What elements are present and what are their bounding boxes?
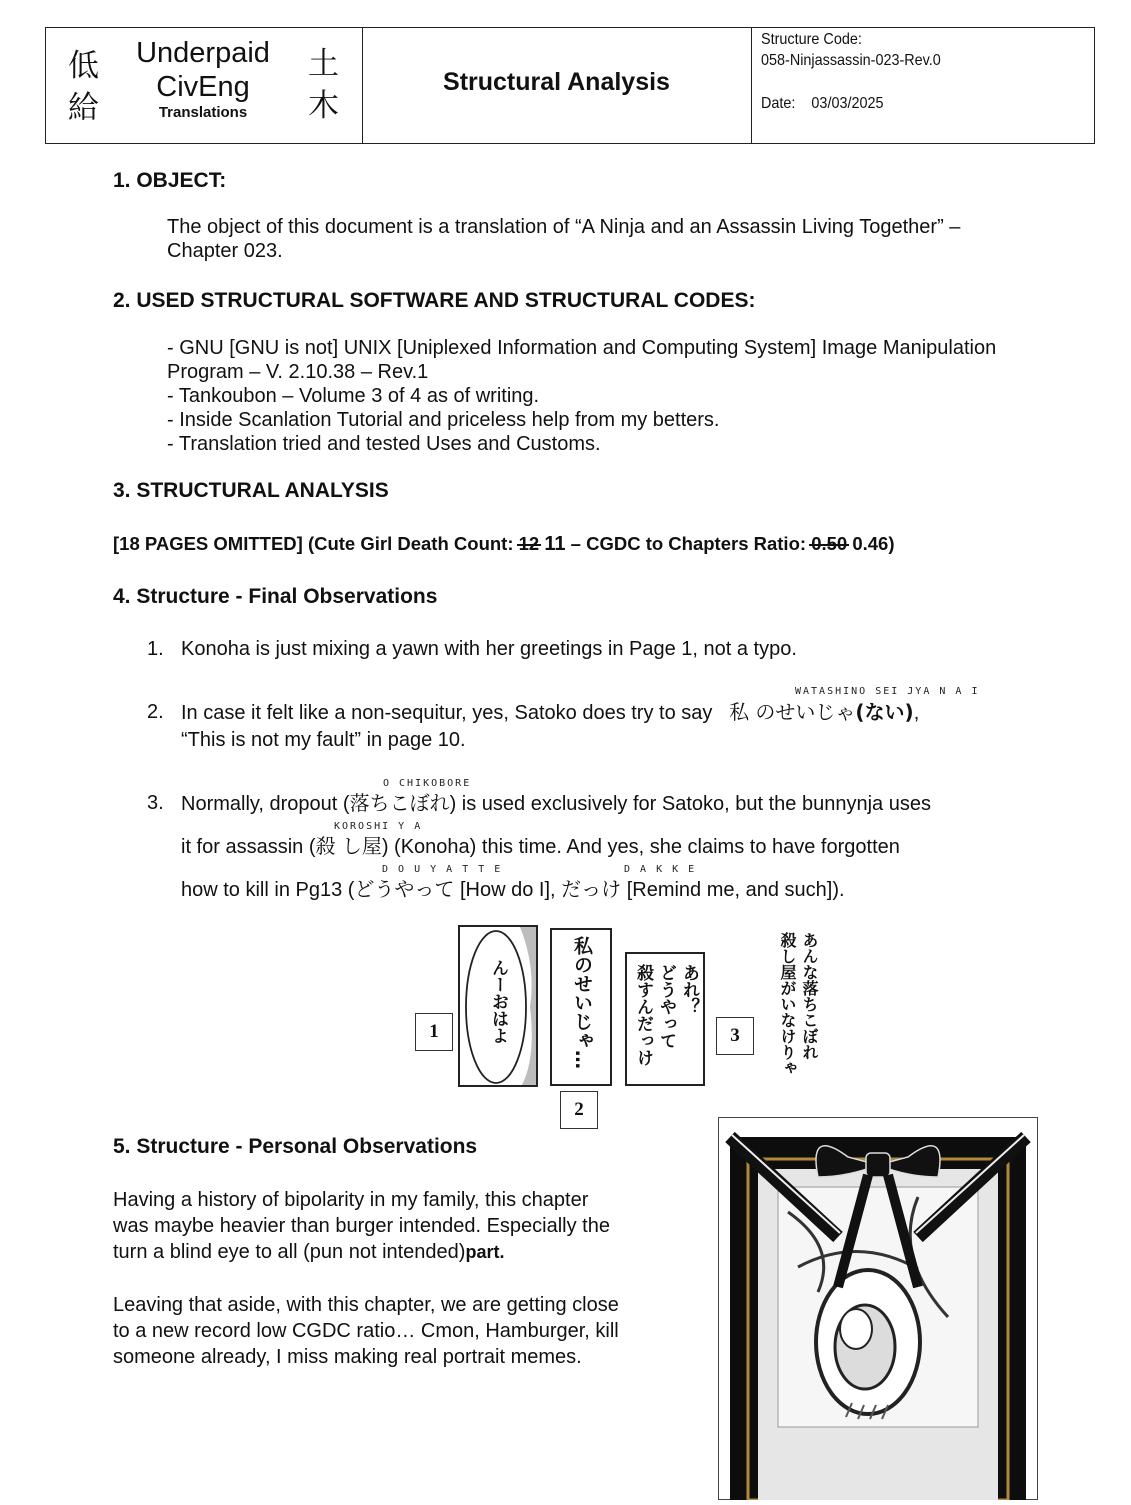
logo-cell xyxy=(46,28,363,143)
logo-subtitle: Translations xyxy=(158,104,248,121)
furigana-douyatte: D O U Y A T T E xyxy=(382,864,503,875)
omitted-pages-note xyxy=(113,533,895,556)
panel-1-text: んーおはよ xyxy=(488,959,508,1044)
section-2-heading: 2. USED STRUCTURAL SOFTWARE AND STRUCTURAL CODES: xyxy=(113,289,756,312)
meta-cell xyxy=(751,28,1095,143)
observation-number: 3. xyxy=(147,792,164,814)
panel-4-col-1: あんな落ちこぼれ xyxy=(800,932,819,1060)
portrait-frame-graphic xyxy=(718,1117,1038,1500)
title-cell xyxy=(362,28,752,143)
comma: , xyxy=(913,702,920,724)
furigana-dakke: D A K K E xyxy=(624,864,697,875)
logo-kanji-right-top: 土 xyxy=(308,46,339,82)
document-title: Structural Analysis xyxy=(443,68,670,96)
section-4-heading: 4. Structure - Final Observations xyxy=(113,585,438,608)
observation-3-line-2 xyxy=(181,834,900,859)
logo-kanji-left-bottom: 給 xyxy=(68,90,99,126)
observation-3-text: [How do I], xyxy=(454,879,562,901)
manga-panel-3 xyxy=(625,952,705,1086)
personal-paragraph-2-line: someone already, I miss making real portrait memes. xyxy=(113,1346,582,1368)
personal-paragraph-2-line: to a new record low CGDC ratio… Cmon, Hamburger, kill xyxy=(113,1320,619,1342)
panel-label-3: 3 xyxy=(716,1017,754,1055)
observation-3-line-3 xyxy=(181,877,845,902)
personal-paragraph-1-line: Having a history of bipolarity in my family, this chapter xyxy=(113,1189,589,1211)
structure-code-label: Structure Code: xyxy=(761,31,862,48)
section-1-text-line-2: Chapter 023. xyxy=(167,240,283,262)
observation-3-text: ) is used exclusively for Satoko, but the bunnynja uses xyxy=(449,793,931,815)
observation-2-line-1 xyxy=(181,700,919,725)
structure-code: 058-Ninjassassin-023-Rev.0 xyxy=(761,52,941,69)
personal-paragraph-text: turn a blind eye to all (pun not intended) xyxy=(113,1241,466,1263)
memorial-portrait-image xyxy=(718,1117,1038,1500)
personal-paragraph-2-line: Leaving that aside, with this chapter, we are getting close xyxy=(113,1294,619,1316)
observation-3-line-1 xyxy=(181,791,931,816)
observation-3-text: Normally, dropout ( xyxy=(181,793,350,815)
panel-4-text xyxy=(776,932,820,1092)
panel-3-col-1: あれ？ xyxy=(679,964,699,1015)
japanese-phrase: 私 のせいじゃ xyxy=(729,700,856,724)
logo-line-2: CivEng xyxy=(156,71,250,103)
japanese-phrase: 落ちこぼれ xyxy=(349,791,450,815)
software-item: Program – V. 2.10.38 – Rev.1 xyxy=(167,361,429,383)
date-value: 03/03/2025 xyxy=(811,95,884,112)
panel-label-2: 2 xyxy=(560,1091,598,1129)
panel-2-text: 私のせいじゃ… xyxy=(571,936,593,1069)
observation-1-text: Konoha is just mixing a yawn with her greetings in Page 1, not a typo. xyxy=(181,638,797,660)
count-old-struck: 12 xyxy=(518,533,540,554)
personal-paragraph-1-line: was maybe heavier than burger intended. Especially the xyxy=(113,1215,610,1237)
ratio-new: 0.46) xyxy=(852,533,895,554)
section-1-text-line-1: The object of this document is a translation of “A Ninja and an Assassin Living Together” – xyxy=(167,216,961,238)
software-item: - GNU [GNU is not] UNIX [Uniplexed Information and Computing System] Image Manipulation xyxy=(167,337,997,359)
japanese-phrase: だっけ xyxy=(561,877,622,901)
date-line xyxy=(761,95,883,113)
observation-3-text: how to kill in Pg13 ( xyxy=(181,879,355,901)
japanese-phrase: 殺 し屋 xyxy=(315,834,382,858)
observation-2-line-2: “This is not my fault” in page 10. xyxy=(181,729,466,751)
observation-2-text: In case it felt like a non-sequitur, yes, Satoko does try to say xyxy=(181,702,713,724)
section-3-heading: 3. STRUCTURAL ANALYSIS xyxy=(113,479,389,502)
section-5-heading: 5. Structure - Personal Observations xyxy=(113,1135,478,1158)
section-1-heading: 1. OBJECT: xyxy=(113,169,227,192)
panel-3-col-2: どうやって xyxy=(656,964,676,1049)
furigana-watashi: WATASHINO SEI JYA N A I xyxy=(795,686,980,697)
panel-4-col-2: 殺し屋がいなけりゃ xyxy=(778,932,797,1076)
ratio-label: – CGDC to Chapters Ratio: xyxy=(565,533,812,554)
ratio-old-struck: 0.50 xyxy=(811,533,848,554)
software-item: - Translation tried and tested Uses and Customs. xyxy=(167,433,601,455)
observation-number: 1. xyxy=(147,638,164,660)
personal-paragraph-1-last-line xyxy=(113,1239,504,1265)
panel-3-text xyxy=(631,964,700,1084)
software-item: - Inside Scanlation Tutorial and priceless help from my betters. xyxy=(167,409,720,431)
observation-3-text: it for assassin ( xyxy=(181,836,316,858)
logo-kanji-right-bottom: 木 xyxy=(308,88,339,124)
logo-line-1: Underpaid xyxy=(136,37,270,69)
panel-label-1: 1 xyxy=(415,1013,453,1051)
omitted-prefix: [18 PAGES OMITTED] (Cute Girl Death Count: xyxy=(113,533,519,554)
manga-panel-2 xyxy=(550,928,612,1086)
date-label: Date: xyxy=(761,95,796,112)
panel-3-col-3: 殺すんだっけ xyxy=(633,964,653,1066)
personal-paragraph-tail: part. xyxy=(465,1242,505,1262)
japanese-phrase-bold: (ない) xyxy=(855,700,914,724)
count-new: 11 xyxy=(544,533,566,555)
logo-kanji-left-top: 低 xyxy=(68,48,99,84)
observation-3-text: ) (Konoha) this time. And yes, she claims to have forgotten xyxy=(381,836,900,858)
furigana-koroshiya: KOROSHI Y A xyxy=(334,821,423,832)
japanese-phrase: どうやって xyxy=(354,877,455,901)
observation-3-text: [Remind me, and such]). xyxy=(621,879,845,901)
manga-panel-1 xyxy=(458,925,538,1087)
observation-number: 2. xyxy=(147,701,164,723)
furigana-ochikobore: O CHIKOBORE xyxy=(383,778,472,789)
document-header xyxy=(45,27,1095,144)
software-item: - Tankoubon – Volume 3 of 4 as of writing. xyxy=(167,385,540,407)
